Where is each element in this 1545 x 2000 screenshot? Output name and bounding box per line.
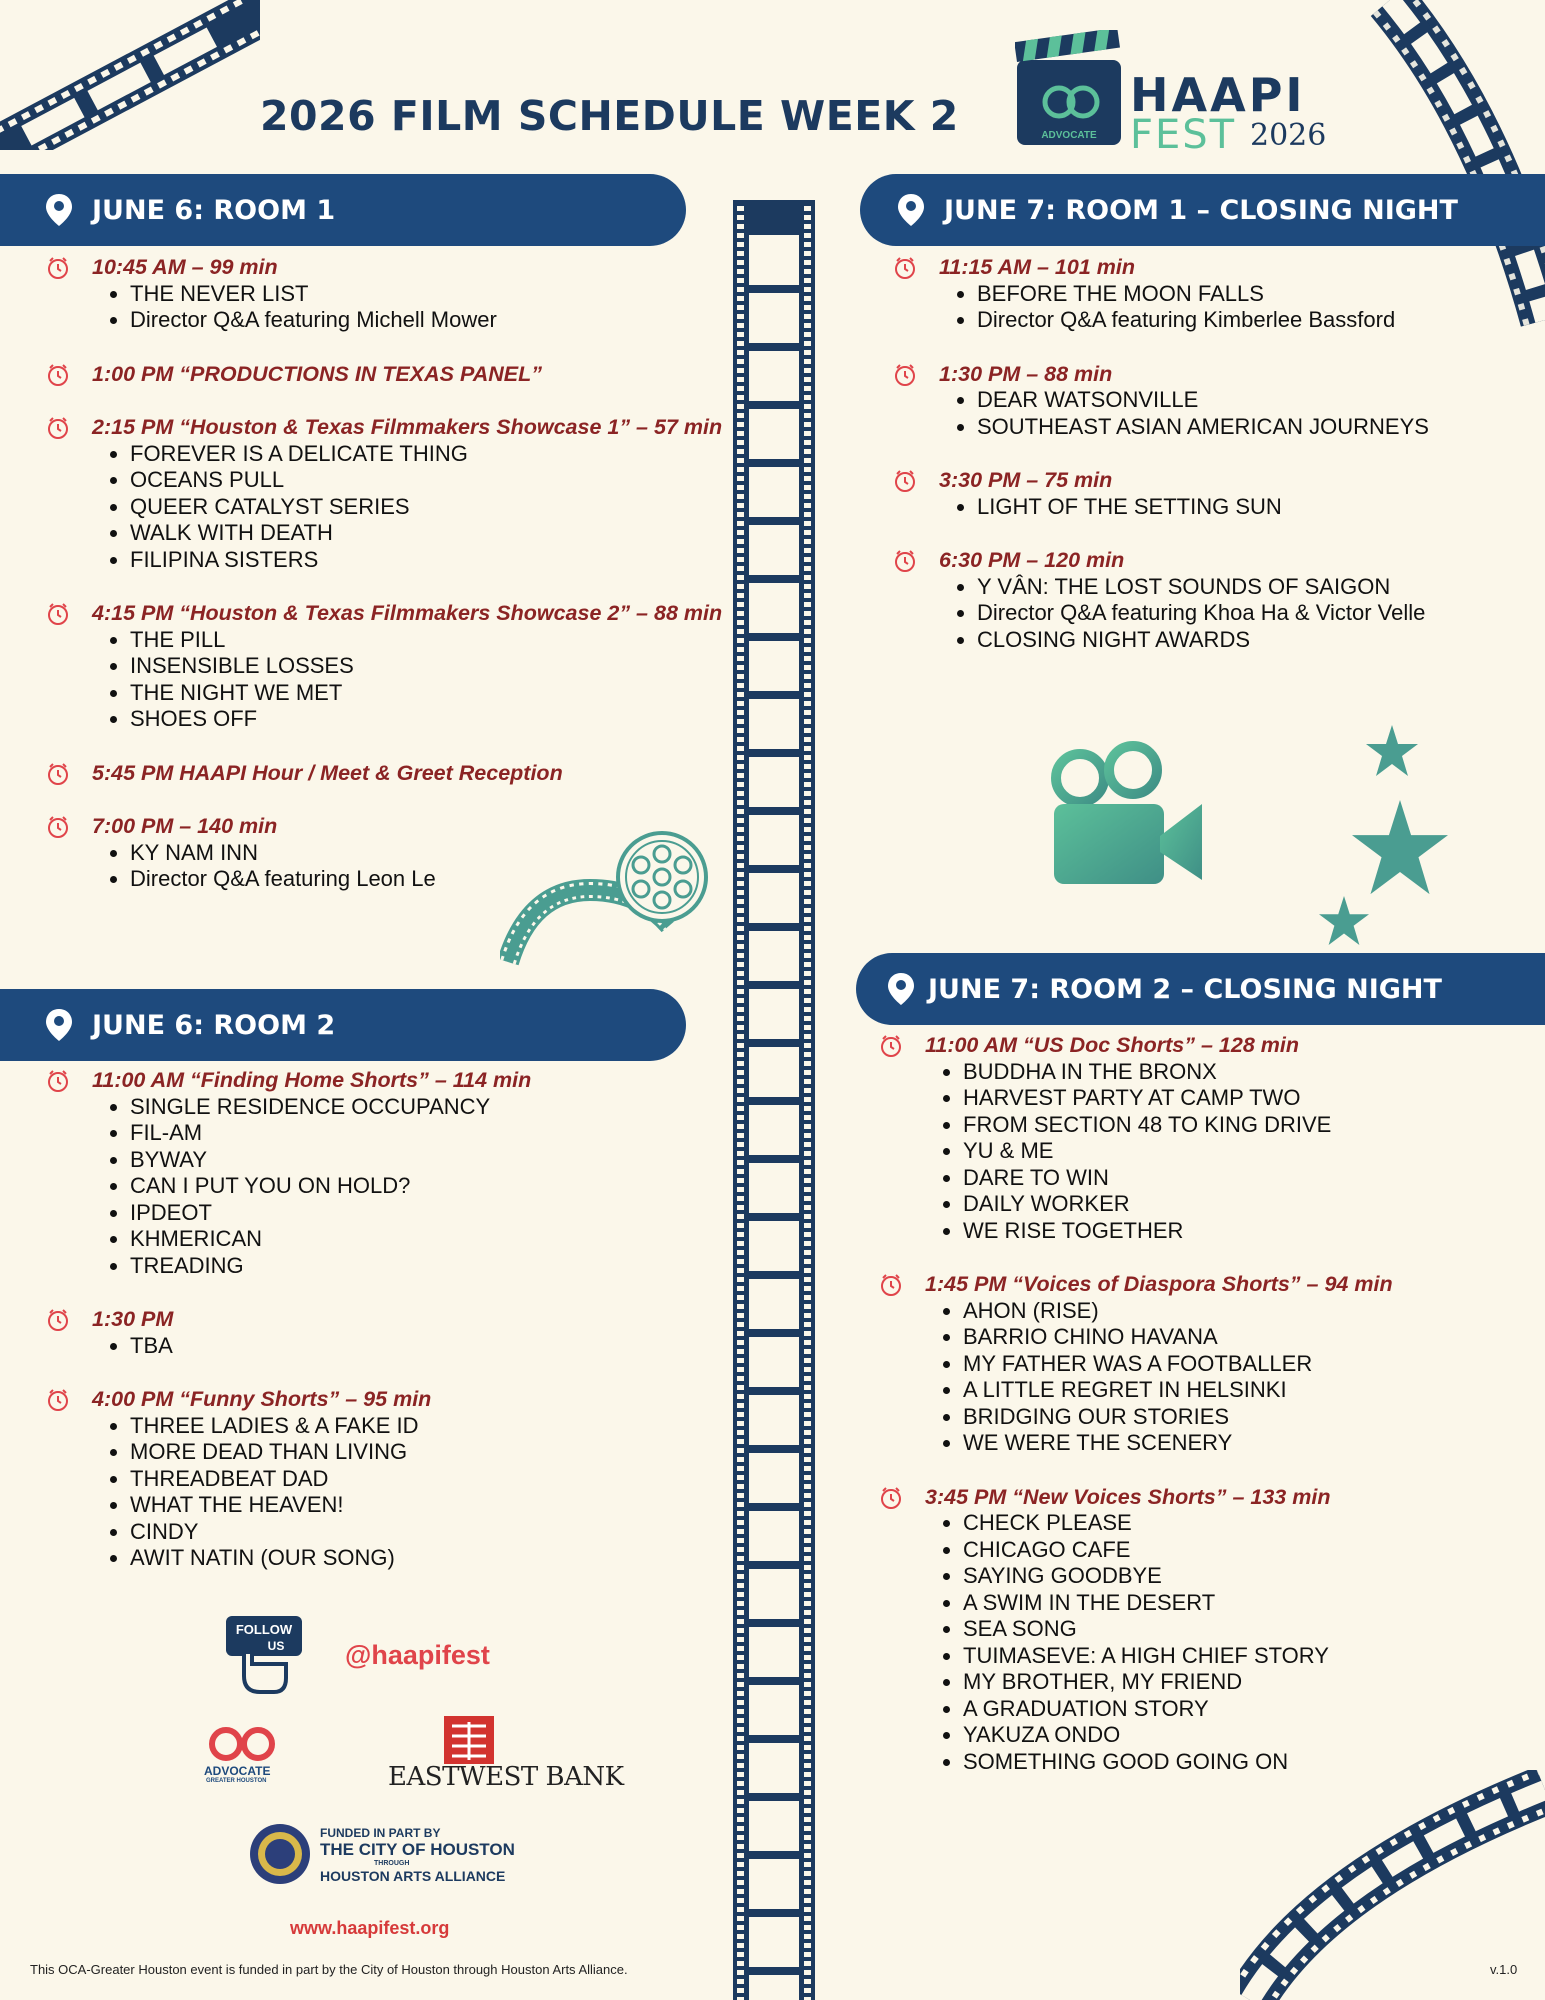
logo-fest: FEST <box>1130 112 1237 158</box>
city-of-houston-seal <box>248 1822 312 1886</box>
slot-time: 1:30 PM – 88 min <box>939 361 1113 386</box>
film-list <box>939 494 1533 521</box>
slot-time: 7:00 PM – 140 min <box>92 814 278 838</box>
video-camera-icon <box>1050 740 1210 885</box>
film-item: • FIL-AM <box>130 1120 726 1147</box>
clock-icon <box>46 602 70 626</box>
oca-name: ADVOCATE <box>204 1764 271 1778</box>
schedule-slot <box>46 1067 726 1279</box>
film-strip-top-left-decoration <box>0 0 260 150</box>
film-reel-icon <box>500 830 715 970</box>
film-item: • CINDY <box>130 1519 726 1546</box>
film-list <box>925 1059 1519 1245</box>
follow-us-icon <box>224 1614 304 1696</box>
oca-advocate-logo <box>206 1726 282 1762</box>
film-item: • Director Q&A featuring Kimberlee Bassford <box>977 307 1533 334</box>
film-list <box>939 387 1533 440</box>
film-item: • BARRIO CHINO HAVANA <box>963 1324 1519 1351</box>
follow-text: FOLLOW <box>235 1622 293 1637</box>
film-item: • SHOES OFF <box>130 706 726 733</box>
film-item: • SOMETHING GOOD GOING ON <box>963 1749 1519 1776</box>
film-item: • A SWIM IN THE DESERT <box>963 1590 1519 1617</box>
film-item: • YAKUZA ONDO <box>963 1722 1519 1749</box>
film-list <box>92 1413 726 1572</box>
header-label: JUNE 6: ROOM 1 <box>92 194 336 226</box>
logo-haapi: HAAPI <box>1130 68 1306 122</box>
schedule-june6-room2 <box>46 1067 726 1599</box>
footer-note: This OCA-Greater Houston event is funded in part by the City of Houston through Houston Arts Alliance. <box>30 1962 628 1977</box>
extra-list <box>939 627 1533 654</box>
location-pin-icon <box>896 192 926 228</box>
film-list <box>92 1094 726 1280</box>
film-item: • WALK WITH DEATH <box>130 520 726 547</box>
film-item: • MORE DEAD THAN LIVING <box>130 1439 726 1466</box>
schedule-slot <box>893 547 1533 653</box>
website-link[interactable]: www.haapifest.org <box>290 1918 450 1938</box>
slot-time: 1:45 PM “Voices of Diaspora Shorts” – 94 min <box>925 1272 1393 1296</box>
clock-icon <box>46 1308 70 1332</box>
schedule-slot <box>893 254 1533 334</box>
location-pin-icon <box>886 971 916 1007</box>
clock-icon <box>46 1069 70 1093</box>
film-item: • WE RISE TOGETHER <box>963 1218 1519 1245</box>
header-june7-room1 <box>860 174 1545 246</box>
schedule-slot <box>46 1386 726 1572</box>
film-item: • BYWAY <box>130 1147 726 1174</box>
schedule-june7-room2 <box>879 1032 1519 1802</box>
clock-icon <box>46 256 70 280</box>
film-item: • THE NIGHT WE MET <box>130 680 726 707</box>
schedule-slot <box>893 361 1533 441</box>
film-item: • KHMERICAN <box>130 1226 726 1253</box>
film-item: • BUDDHA IN THE BRONX <box>963 1059 1519 1086</box>
film-item: • A LITTLE REGRET IN HELSINKI <box>963 1377 1519 1404</box>
funded-line1: FUNDED IN PART BY <box>320 1826 441 1840</box>
header-june6-room2 <box>0 989 686 1061</box>
film-item: • DEAR WATSONVILLE <box>977 387 1533 414</box>
oca-sub: GREATER HOUSTON <box>206 1778 267 1784</box>
header-label: JUNE 7: ROOM 1 – CLOSING NIGHT <box>944 194 1458 226</box>
film-item: • DAILY WORKER <box>963 1191 1519 1218</box>
film-item: • AWIT NATIN (OUR SONG) <box>130 1545 726 1572</box>
film-item: • THREE LADIES & A FAKE ID <box>130 1413 726 1440</box>
film-item: • CAN I PUT YOU ON HOLD? <box>130 1173 726 1200</box>
film-item: • BEFORE THE MOON FALLS <box>977 281 1533 308</box>
star-icon <box>1318 896 1370 946</box>
film-item: • THE NEVER LIST <box>130 281 726 308</box>
slot-time: 3:30 PM – 75 min <box>939 468 1113 492</box>
film-item: • THE PILL <box>130 627 726 654</box>
film-item: • THREADBEAT DAD <box>130 1466 726 1493</box>
film-item: • FILIPINA SISTERS <box>130 547 726 574</box>
film-item: • TBA <box>130 1333 726 1360</box>
film-item: • CHICAGO CAFE <box>963 1537 1519 1564</box>
film-item: • A GRADUATION STORY <box>963 1696 1519 1723</box>
header-label: JUNE 7: ROOM 2 – CLOSING NIGHT <box>928 973 1442 1005</box>
clock-icon <box>46 815 70 839</box>
clock-icon <box>879 1034 903 1058</box>
location-pin-icon <box>44 1007 74 1043</box>
eastwest-bank-logo-mark <box>444 1716 494 1764</box>
film-item: • FOREVER IS A DELICATE THING <box>130 441 726 468</box>
schedule-slot <box>879 1484 1519 1776</box>
slot-time: 1:30 PM <box>92 1307 174 1331</box>
funded-line2: THE CITY OF HOUSTON <box>320 1840 515 1859</box>
funded-line3: THROUGH <box>374 1860 410 1867</box>
film-item: • CHECK PLEASE <box>963 1510 1519 1537</box>
schedule-slot <box>46 760 726 787</box>
schedule-slot <box>46 361 726 388</box>
slot-time: 11:15 AM – 101 min <box>939 255 1135 279</box>
clock-icon <box>893 256 917 280</box>
film-item: • Y VÂN: THE LOST SOUNDS OF SAIGON <box>977 574 1533 601</box>
film-item: • Director Q&A featuring Leon Le <box>130 866 726 893</box>
film-item: • YU & ME <box>963 1138 1519 1165</box>
film-item: • Director Q&A featuring Michell Mower <box>130 307 726 334</box>
film-item: • TREADING <box>130 1253 726 1280</box>
film-item: • HARVEST PARTY AT CAMP TWO <box>963 1085 1519 1112</box>
film-item: • OCEANS PULL <box>130 467 726 494</box>
clock-icon <box>893 469 917 493</box>
clock-icon <box>46 363 70 387</box>
slot-time: 10:45 AM – 99 min <box>92 255 278 279</box>
social-handle-link[interactable]: @haapifest <box>345 1640 490 1670</box>
star-icon <box>1350 800 1450 896</box>
film-item: • Director Q&A featuring Khoa Ha & Victor Velle <box>977 600 1533 627</box>
clock-icon <box>893 363 917 387</box>
film-item: • QUEER CATALYST SERIES <box>130 494 726 521</box>
film-item: • MY FATHER WAS A FOOTBALLER <box>963 1351 1519 1378</box>
film-list <box>92 281 726 334</box>
star-icon <box>1365 725 1419 777</box>
film-list <box>925 1510 1519 1775</box>
schedule-slot <box>46 600 726 733</box>
location-pin-icon <box>44 192 74 228</box>
film-item: • SEA SONG <box>963 1616 1519 1643</box>
center-film-strip-decoration <box>733 200 815 2000</box>
film-item: • BRIDGING OUR STORIES <box>963 1404 1519 1431</box>
haapi-fest-logo-clapperboard <box>1015 30 1123 148</box>
slot-time: 1:00 PM “PRODUCTIONS IN TEXAS PANEL” <box>92 361 542 386</box>
film-item: • WE WERE THE SCENERY <box>963 1430 1519 1457</box>
slot-time: 4:00 PM “Funny Shorts” – 95 min <box>92 1387 432 1411</box>
film-list <box>939 574 1533 627</box>
header-label: JUNE 6: ROOM 2 <box>92 1009 336 1041</box>
clock-icon <box>46 416 70 440</box>
svg-text:ADVOCATE: ADVOCATE <box>1041 130 1097 141</box>
page-title: 2026 FILM SCHEDULE WEEK 2 <box>260 92 959 140</box>
schedule-june6-room1 <box>46 254 726 920</box>
schedule-june7-room1 <box>893 254 1533 680</box>
clock-icon <box>893 549 917 573</box>
film-item: • DARE TO WIN <box>963 1165 1519 1192</box>
film-list <box>92 1333 726 1360</box>
film-list <box>92 627 726 733</box>
clock-icon <box>879 1273 903 1297</box>
schedule-slot <box>893 467 1533 520</box>
header-june7-room2 <box>856 953 1545 1025</box>
film-item: • WHAT THE HEAVEN! <box>130 1492 726 1519</box>
slot-time: 11:00 AM “US Doc Shorts” – 128 min <box>925 1033 1299 1057</box>
header-june6-room1 <box>0 174 686 246</box>
film-item: • INSENSIBLE LOSSES <box>130 653 726 680</box>
film-item: • IPDEOT <box>130 1200 726 1227</box>
schedule-slot <box>46 1306 726 1359</box>
slot-time: 5:45 PM HAAPI Hour / Meet & Greet Reception <box>92 760 563 785</box>
film-list <box>939 281 1533 334</box>
film-item: • LIGHT OF THE SETTING SUN <box>977 494 1533 521</box>
closing-awards-item: • CLOSING NIGHT AWARDS <box>977 627 1533 654</box>
film-item: • TUIMASEVE: A HIGH CHIEF STORY <box>963 1643 1519 1670</box>
film-item: • SAYING GOODBYE <box>963 1563 1519 1590</box>
slot-time: 6:30 PM – 120 min <box>939 548 1125 572</box>
clock-icon <box>46 762 70 786</box>
clock-icon <box>46 1388 70 1412</box>
film-item: • KY NAM INN <box>130 840 726 867</box>
schedule-slot <box>46 254 726 334</box>
slot-time: 3:45 PM “New Voices Shorts” – 133 min <box>925 1484 1331 1509</box>
slot-time: 11:00 AM “Finding Home Shorts” – 114 min <box>92 1068 532 1092</box>
schedule-slot <box>879 1032 1519 1244</box>
film-item: • AHON (RISE) <box>963 1298 1519 1325</box>
eastwest-bank-name: EASTWEST BANK <box>388 1762 624 1792</box>
slot-time: 4:15 PM “Houston & Texas Filmmakers Showcase 2” – 88 min <box>92 601 723 625</box>
version-label: v.1.0 <box>1490 1962 1518 1977</box>
us-text: US <box>267 1639 285 1653</box>
film-list <box>92 441 726 574</box>
film-item: • SINGLE RESIDENCE OCCUPANCY <box>130 1094 726 1121</box>
schedule-slot <box>879 1271 1519 1457</box>
schedule-slot <box>46 414 726 573</box>
logo-year: 2026 <box>1250 118 1327 153</box>
funded-line4: HOUSTON ARTS ALLIANCE <box>320 1868 506 1884</box>
film-list <box>925 1298 1519 1457</box>
slot-time: 2:15 PM “Houston & Texas Filmmakers Showcase 1” – 57 min <box>92 415 723 439</box>
film-item: • SOUTHEAST ASIAN AMERICAN JOURNEYS <box>977 414 1533 441</box>
film-item: • FROM SECTION 48 TO KING DRIVE <box>963 1112 1519 1139</box>
clock-icon <box>879 1486 903 1510</box>
film-item: • MY BROTHER, MY FRIEND <box>963 1669 1519 1696</box>
